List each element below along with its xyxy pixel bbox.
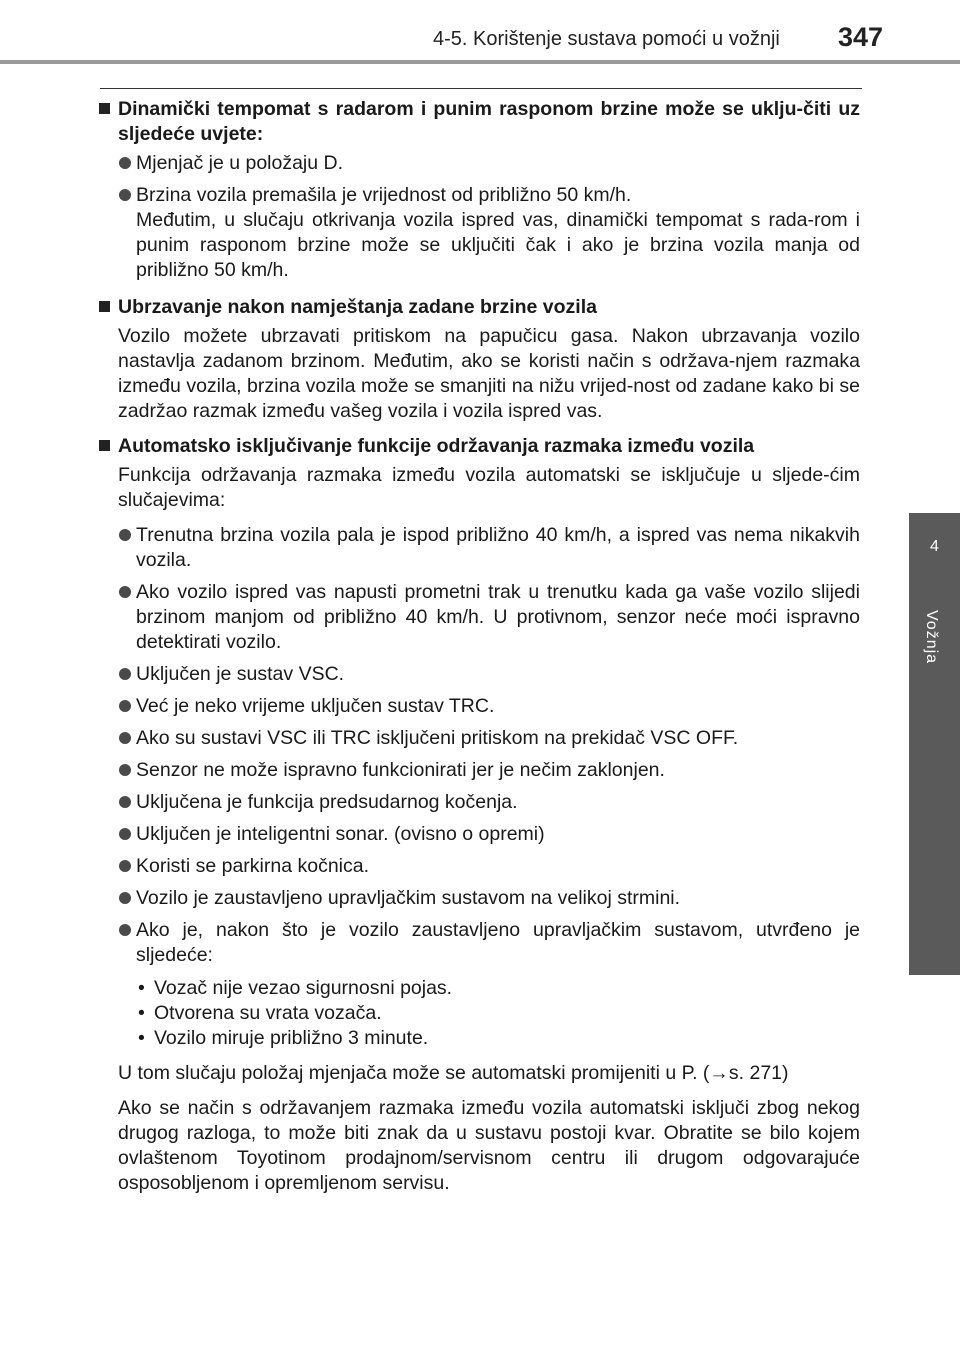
content-top-rule [100,88,862,89]
list-item-text: Uključen je sustav VSC. [136,663,345,685]
section-title: 4-5. Korištenje sustava pomoći u vožnji [433,28,780,50]
list-item [118,918,860,968]
chapter-tab [909,513,960,975]
page-content [98,97,860,1206]
list-item-text: Trenutna brzina vozila pala je ispod približno 40 km/h, a ispred vas nema nikakvih vozila. [136,524,860,571]
list-item-text: Vozilo je zaustavljeno upravljačkim sustavom na velikoj strmini. [136,887,681,909]
list-item [118,183,860,283]
page-number: 347 [838,22,884,52]
list-item [118,523,860,573]
list-item [118,854,860,879]
list-item [118,580,860,655]
section-heading: Dinamički tempomat s radarom i punim rasponom brzine može se uklju-čiti uz sljedeće uvjete: [98,97,860,147]
paragraph: U tom slučaju položaj mjenjača može se automatski promijeniti u P. (→s. 271) [118,1062,789,1084]
list-item-text: Uključena je funkcija predsudarnog kočenja. [136,791,518,813]
section-heading: Ubrzavanje nakon namještanja zadane brzine vozila [98,295,860,320]
paragraph: Vozilo možete ubrzavati pritiskom na papučicu gasa. Nakon ubrzavanja vozilo nastavlja zadanom brzinom. Međutim, ako se koristi način s održava-njem razmaka između vozila, brzina vozila može se smanjiti na nižu vrijed-nost od zadane kako bi se zadržao razmak između vašeg vozila i vozila ispred vas. [118,325,860,422]
list-item [118,151,860,176]
sub-list-item: • Vozač nije vezao sigurnosni pojas. [136,976,860,1001]
list-item-text: Ako je, nakon što je vozilo zaustavljeno upravljačkim sustavom, utvrđeno je sljedeće: [136,919,860,966]
list-item-text: Mjenjač je u položaju D. [136,152,344,174]
list-item [118,726,860,751]
list-item-continuation: Međutim, u slučaju otkrivanja vozila ispred vas, dinamički tempomat s rada-rom i punim rasponom brzine može se uključiti čak i ako je brzina vozila manja od približno 50 km/h. [136,209,860,281]
chapter-tab-label: Vožnja [923,610,940,665]
list-item-text: Uključen je inteligentni sonar. (ovisno o opremi) [136,823,545,845]
list-item-text: Već je neko vrijeme uključen sustav TRC. [136,695,495,717]
list-item-text: Ako su sustavi VSC ili TRC isključeni pritiskom na prekidač VSC OFF. [136,727,739,749]
list-item [118,758,860,783]
list-item-text: Brzina vozila premašila je vrijednost od približno 50 km/h. [136,184,632,206]
list-item-text: Senzor ne može ispravno funkcionirati jer je nečim zaklonjen. [136,759,665,781]
chapter-tab-number: 4 [930,538,939,555]
list-item [118,694,860,719]
paragraph: Funkcija održavanja razmaka između vozila automatski se isključuje u sljede-ćim slučajevima: [118,464,860,511]
list-item [118,790,860,815]
list-item [118,662,860,687]
list-item [118,886,860,911]
sub-list-item: • Vozilo miruje približno 3 minute. [136,1026,860,1051]
section-heading: Automatsko isključivanje funkcije održavanja razmaka između vozila [98,434,860,459]
header-rule [0,60,960,64]
list-item-text: Koristi se parkirna kočnica. [136,855,370,877]
sub-list-item: • Otvorena su vrata vozača. [136,1001,860,1026]
paragraph: Ako se način s održavanjem razmaka između vozila automatski isključi zbog nekog drugog razloga, to može biti znak da u sustavu postoji kvar. Obratite se bilo kojem ovlaštenom Toyotinom prodajnom/servisnom centru ili drugom odgovarajuće osposobljenom i opremljenom servisu. [118,1097,860,1194]
list-item [118,822,860,847]
list-item-text: Ako vozilo ispred vas napusti prometni trak u trenutku kada ga vaše vozilo slijedi brzinom manjom od približno 40 km/h. U protivnom, senzor neće moći ispravno detektirati vozilo. [136,581,860,653]
sub-list [136,976,860,1051]
